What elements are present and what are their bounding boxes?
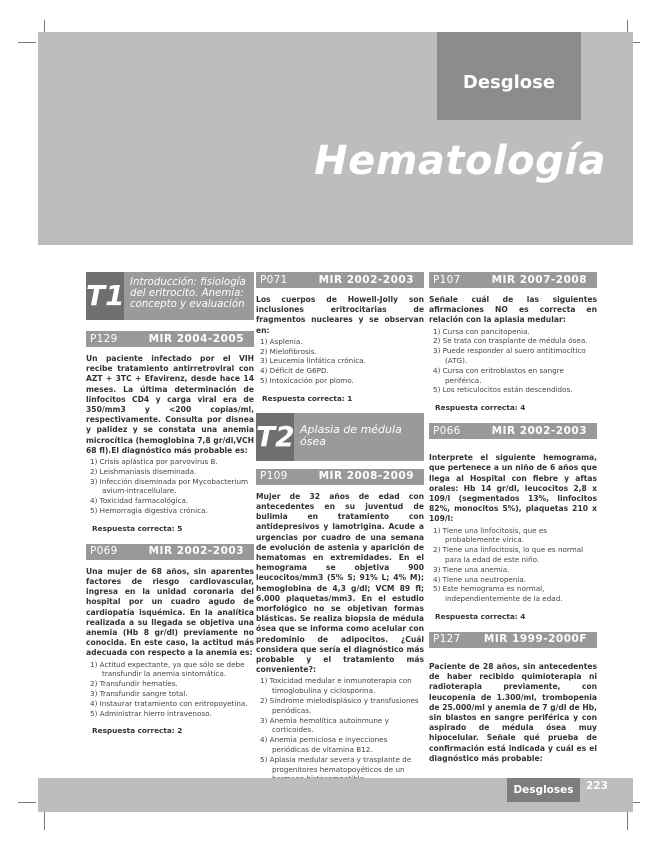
option-item: 3) Puede responder al suero antitimocítico (ATG).: [433, 346, 586, 365]
question-code: P109: [260, 470, 288, 483]
exam-label: MIR 2002-2003: [148, 545, 244, 558]
option-list: [256, 337, 424, 386]
question-header: [429, 423, 597, 439]
option-list: [429, 526, 597, 604]
option-item: 2) Síndrome mielodisplásico y transfusiones periódicas.: [260, 696, 419, 715]
column-3: [429, 272, 597, 764]
correct-answer: Respuesta correcta: 2: [92, 726, 183, 736]
correct-answer: Respuesta correcta: 4: [435, 611, 526, 621]
topic-title: Aplasia de médula ósea: [300, 422, 402, 448]
exam-label: MIR 2002-2003: [491, 424, 587, 437]
option-list: [429, 327, 597, 396]
page-number: 223: [586, 780, 608, 792]
option-item: 4) Toxicidad farmacológica.: [90, 496, 189, 506]
question-header: [256, 469, 424, 485]
topic-title: Introducción: fisiología del eritrocito. Anemia: concepto y evaluación: [130, 277, 246, 310]
exam-label: MIR 2002-2003: [318, 273, 414, 286]
option-item: 4) Instaurar tratamiento con eritropoyetina.: [90, 698, 248, 708]
question-text: Un paciente infectado por el VIH recibe tratamiento antirretroviral con AZT + 3TC + Efavirenz, desde hace 14 meses. La última determinación de linfocitos CD4 y carga viral era de 350/mm3 y <200 copias/ml, respectivamente. Consulta por disnea y palidez y se constata una anemia microcítica (hemoglobina 7,8 gr/dl,VCH 68 fl).El diagnóstico más probable es:: [86, 354, 254, 455]
option-item: 1) Toxicidad medular e inmunoterapia con timoglobulina y ciclosporina.: [260, 676, 412, 696]
option-item: 2) Se trata con trasplante de médula ósea.: [433, 336, 588, 346]
question-text: Una mujer de 68 años, sin aparentes factores de riesgo cardiovascular, ingresa en la unidad coronaria del hospital por un cuadro agudo de cardiopatía isquémica. En la analítica realizada a su llegada se objetiva una anemia (Hb 8 gr/dl) previamente no conocida. En este caso, la actitud más adecuada con respecto a la anemia es:: [86, 566, 254, 658]
correct-answer: Respuesta correcta: 1: [262, 393, 353, 403]
topic-block: [86, 272, 254, 320]
option-item: 2) Transfundir hematíes.: [90, 679, 178, 689]
exam-label: MIR 2007-2008: [491, 273, 587, 286]
exam-label: MIR 1999-2000F: [483, 633, 587, 646]
option-item: 3) Transfundir sangre total.: [90, 689, 188, 699]
question-header: [429, 632, 597, 648]
column-1: [86, 272, 254, 735]
option-item: 1) Actitud expectante, ya que sólo se debe transfundir la anemia sintomática.: [90, 659, 245, 679]
option-item: 2) Mielofibrosis.: [260, 346, 317, 356]
page-title: Hematología: [314, 138, 606, 184]
option-item: 5) Este hemograma es normal, independientemente de la edad.: [433, 584, 563, 604]
column-2: [256, 272, 424, 801]
topic-number: T2: [256, 413, 294, 461]
question-code: P066: [433, 424, 461, 437]
option-item: 4) Déficit de G6PD.: [260, 366, 329, 376]
crop-mark: [18, 42, 36, 43]
question-text: Mujer de 32 años de edad con antecedentes en su juventud de bulimia en tratamiento con antidepresivos y lamotrigina. Acude a urgencias por cuadro de una semana de evolución de astenia y aparición de hematomas en extremidades. En el hemograma se objetiva 900 leucocitos/mm3 (5% S; 91% L; 4% M); hemoglobina de 4,3 g/dl; VCM 89 fl; 6.000 plaquetas/mm3. En el estudio morfológico no se objetivan formas blásticas. Se realiza biopsia de médula ósea que se informa como acelular con predominio de adipocitos. ¿Cuál considera que sería el diagnóstico más probable y el tratamiento más conveniente?:: [256, 491, 424, 675]
footer-label: Desgloses: [507, 778, 580, 802]
question-header: [86, 331, 254, 347]
option-item: 5) Administrar hierro intravenoso.: [90, 708, 212, 718]
question-header: [256, 272, 424, 288]
option-item: 3) Leucemia linfática crónica.: [260, 356, 366, 366]
option-item: 5) Los reticulocitos están descendidos.: [433, 385, 573, 395]
option-item: 3) Tiene una anemia.: [433, 564, 510, 574]
option-item: 4) Tiene una neutropenia.: [433, 574, 527, 584]
option-item: 5) Hemorragia digestiva crónica.: [90, 506, 208, 516]
correct-answer: Respuesta correcta: 4: [435, 403, 526, 413]
option-item: 4) Anemia perniciosa e inyecciones periódicas de vitamina B12.: [260, 735, 388, 755]
correct-answer: Respuesta correcta: 5: [92, 523, 183, 533]
option-list: [86, 660, 254, 719]
option-item: 4) Cursa con eritroblastos en sangre periférica.: [433, 365, 564, 385]
section-label: Desglose: [462, 72, 556, 93]
option-item: 1) Cursa con pancitopenia.: [433, 326, 530, 336]
question-text: Señale cuál de las siguientes afirmaciones NO es correcta en relación con la aplasia medular:: [429, 295, 597, 325]
crop-mark: [627, 812, 628, 830]
question-header: [429, 272, 597, 288]
question-code: P127: [433, 633, 461, 646]
topic-number: T1: [86, 272, 124, 320]
option-item: 3) Infección diseminada por Mycobacterium avium-intracellulare.: [90, 476, 249, 496]
option-item: 2) Tiene una linfocitosis, lo que es normal para la edad de este niño.: [433, 545, 584, 564]
option-item: 1) Tiene una linfocitosis, que es probablemente vírica.: [433, 525, 547, 545]
option-list: [256, 676, 424, 784]
question-text: Los cuerpos de Howell-Jolly son inclusiones eritrocitarias de fragmentos nucleares y se observan en:: [256, 295, 424, 335]
crop-mark: [18, 802, 36, 803]
topic-block: [256, 413, 424, 461]
option-item: 2) Leishmaniasis diseminada.: [90, 466, 197, 476]
option-item: 5) Intoxicación por plomo.: [260, 376, 354, 385]
question-text: Interprete el siguiente hemograma, que pertenece a un niño de 6 años que llega al Hospital con fiebre y aftas orales: Hb 14 gr/dl, leucocitos 2,8 x 109/l (segmentados 13%, linfocitos 82%, monocitos 5%), plaquetas 210 x 109/l:: [429, 453, 597, 524]
question-code: P069: [90, 545, 118, 558]
exam-label: MIR 2004-2005: [148, 332, 244, 345]
question-text: Paciente de 28 años, sin antecedentes de haber recibido quimioterapia ni radioterapia previamente, con leucopenia de 1.300/ml, trombopenia de 25.000/ml y anemia de 7 g/dl de Hb, sin blastos en sangre periférica y con aspirado de médula ósea muy hipocelular. Señale qué prueba de confirmación está indicada y cuál es el diagnóstico más probable:: [429, 661, 597, 763]
option-item: 3) Anemia hemolítica autoinmune y corticoides.: [260, 715, 389, 735]
question-code: P107: [433, 273, 461, 286]
exam-label: MIR 2008-2009: [318, 470, 414, 483]
section-tab: [437, 32, 581, 120]
crop-mark: [44, 812, 45, 830]
option-item: 5) Aplasia medular severa y trasplante de progenitores hematopoyéticos de un: [260, 754, 412, 774]
option-item: 1) Asplenia.: [260, 336, 303, 346]
option-list: [86, 457, 254, 516]
question-code: P071: [260, 273, 288, 286]
option-item: 1) Crisis aplástica por parvovirus B.: [90, 457, 218, 467]
question-header: [86, 544, 254, 560]
question-code: P129: [90, 332, 118, 345]
